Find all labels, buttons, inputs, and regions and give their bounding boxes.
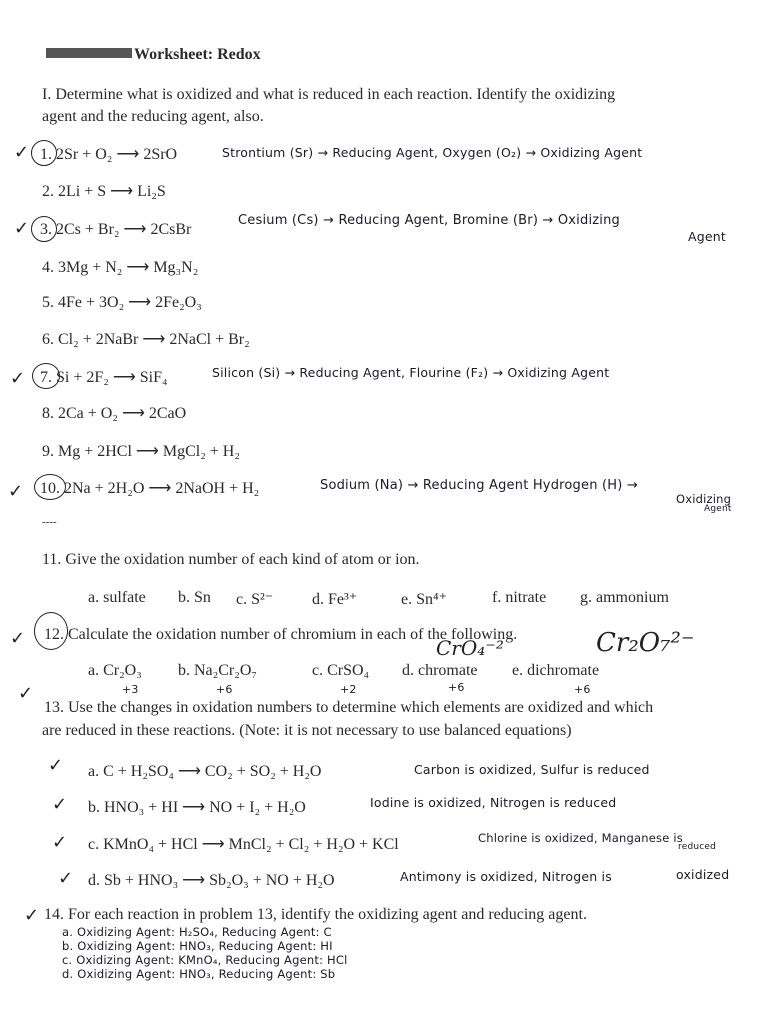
reaction-3: 3. 2Cs + Br₂ ⟶ 2CsBr xyxy=(40,221,192,238)
question-13-line2: are reduced in these reactions. (Note: it is not necessary to use balanced equations) xyxy=(42,722,572,739)
q12-option: d. chromate xyxy=(402,662,478,679)
check-mark: ✓ xyxy=(10,628,26,649)
q14-answer-d: d. Oxidizing Agent: HNO₃, Reducing Agent: Sb xyxy=(62,967,336,981)
answer-1: Strontium (Sr) → Reducing Agent, Oxygen (O₂) → Oxidizing Agent xyxy=(222,145,643,160)
q13-reaction-c: c. KMnO₄ + HCl ⟶ MnCl₂ + Cl₂ + H₂O + KCl xyxy=(88,836,399,853)
reaction-9: 9. Mg + 2HCl ⟶ MgCl₂ + H₂ xyxy=(42,443,240,460)
chromate-note: CrO₄⁻² xyxy=(436,636,504,660)
q13-reaction-b: b. HNO₃ + HI ⟶ NO + I₂ + H₂O xyxy=(88,799,306,816)
q13-answer-d: Antimony is oxidized, Nitrogen is xyxy=(400,869,612,884)
q12-answer: +6 xyxy=(574,683,591,696)
answer-7: Silicon (Si) → Reducing Agent, Flourine (F₂) → Oxidizing Agent xyxy=(212,365,610,380)
answer-10-cont2: Agent xyxy=(704,504,732,514)
reaction-2: 2. 2Li + S ⟶ Li₂S xyxy=(42,183,166,200)
answer-3-cont: Agent xyxy=(688,229,726,244)
check-mark: ✓ xyxy=(58,868,74,889)
q12-option: a. Cr₂O₃ xyxy=(88,662,142,679)
separator-dashes: ---- xyxy=(42,516,57,528)
reaction-4: 4. 3Mg + N₂ ⟶ Mg₃N₂ xyxy=(42,259,199,276)
q12-option: c. CrSO₄ xyxy=(312,662,370,679)
answer-10: Sodium (Na) → Reducing Agent Hydrogen (H) → xyxy=(320,478,638,493)
question-13-line1: 13. Use the changes in oxidation numbers to determine which elements are oxidized and which xyxy=(44,699,654,716)
q11-option: c. S²⁻ xyxy=(236,591,274,608)
reaction-5: 5. 4Fe + 3O₂ ⟶ 2Fe₂O₃ xyxy=(42,294,202,311)
reaction-10: 10. 2Na + 2H₂O ⟶ 2NaOH + H₂ xyxy=(40,480,260,497)
check-mark: ✓ xyxy=(52,832,68,853)
q12-answer: +3 xyxy=(122,683,139,696)
q12-answer: +6 xyxy=(216,683,233,696)
redacted-name xyxy=(46,48,132,58)
q13-reaction-a: a. C + H₂SO₄ ⟶ CO₂ + SO₂ + H₂O xyxy=(88,763,322,780)
reaction-7: 7. Si + 2F₂ ⟶ SiF₄ xyxy=(40,369,168,386)
q14-answer-a: a. Oxidizing Agent: H₂SO₄, Reducing Agent: C xyxy=(62,925,332,939)
reaction-1: 1. 2Sr + O₂ ⟶ 2SrO xyxy=(40,146,178,163)
q12-option: e. dichromate xyxy=(512,662,600,679)
q11-option: b. Sn xyxy=(178,589,211,606)
question-12: 12. Calculate the oxidation number of chromium in each of the following. xyxy=(44,626,518,643)
check-mark: ✓ xyxy=(24,905,40,926)
answer-3: Cesium (Cs) → Reducing Agent, Bromine (Br) → Oxidizing xyxy=(238,213,620,228)
check-mark: ✓ xyxy=(8,481,24,502)
reaction-8: 8. 2Ca + O₂ ⟶ 2CaO xyxy=(42,405,187,422)
q11-option: g. ammonium xyxy=(580,589,669,606)
q13-answer-c-cont: reduced xyxy=(678,842,717,852)
reaction-6: 6. Cl₂ + 2NaBr ⟶ 2NaCl + Br₂ xyxy=(42,331,250,348)
question-11: 11. Give the oxidation number of each kind of atom or ion. xyxy=(42,551,420,568)
q11-option: e. Sn⁴⁺ xyxy=(401,591,448,608)
check-mark: ✓ xyxy=(48,755,64,776)
instructions-line1: I. Determine what is oxidized and what is reduced in each reaction. Identify the oxidizing xyxy=(42,86,616,103)
q13-answer-a: Carbon is oxidized, Sulfur is reduced xyxy=(414,762,650,777)
q12-answer: +6 xyxy=(448,681,465,694)
q11-option: f. nitrate xyxy=(492,589,547,606)
check-mark: ✓ xyxy=(14,218,30,239)
q11-option: d. Fe³⁺ xyxy=(312,591,358,608)
q14-answer-b: b. Oxidizing Agent: HNO₃, Reducing Agent: HI xyxy=(62,939,333,953)
q13-answer-b: Iodine is oxidized, Nitrogen is reduced xyxy=(370,795,617,810)
question-14: 14. For each reaction in problem 13, identify the oxidizing agent and reducing agent. xyxy=(44,906,587,923)
check-mark: ✓ xyxy=(14,142,30,163)
check-mark: ✓ xyxy=(18,683,34,704)
check-mark: ✓ xyxy=(52,794,68,815)
q14-answer-c: c. Oxidizing Agent: KMnO₄, Reducing Agent: HCl xyxy=(62,953,348,967)
q13-answer-c: Chlorine is oxidized, Manganese is xyxy=(478,831,683,845)
worksheet-title: Worksheet: Redox xyxy=(46,46,261,64)
check-mark: ✓ xyxy=(10,368,26,389)
q11-option: a. sulfate xyxy=(88,589,146,606)
answer-10-cont: Oxidizing xyxy=(676,492,732,506)
q13-answer-d-cont: oxidized xyxy=(676,867,730,882)
dichromate-note: Cr₂O₇²⁻ xyxy=(596,628,695,658)
q13-reaction-d: d. Sb + HNO₃ ⟶ Sb₂O₃ + NO + H₂O xyxy=(88,872,335,889)
q12-answer: +2 xyxy=(340,683,357,696)
instructions-line2: agent and the reducing agent, also. xyxy=(42,108,264,125)
q12-option: b. Na₂Cr₂O₇ xyxy=(178,662,257,679)
